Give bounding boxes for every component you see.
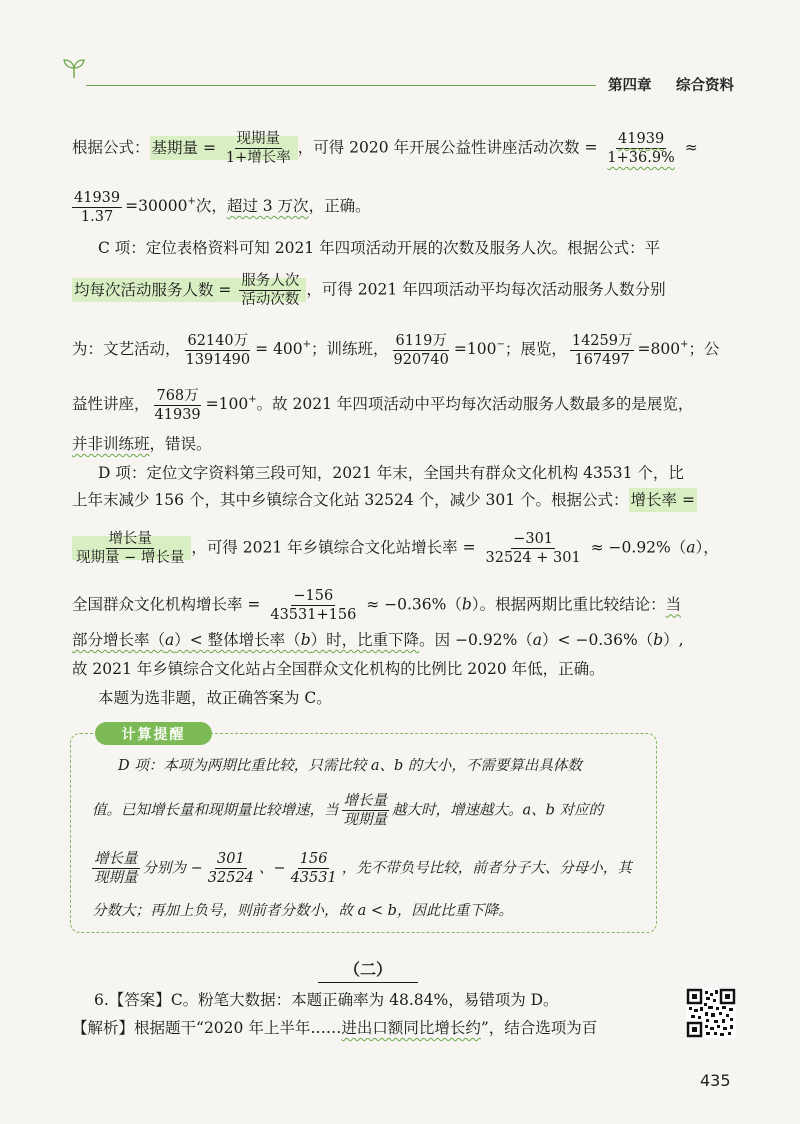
body-line-3: C 项：定位表格资料可知 2021 年四项活动开展的次数及服务人次。根据公式：平 [98, 239, 661, 257]
chapter-title: 综合资料 [676, 78, 734, 94]
body-line-11: 全国群众文化机构增长率 = $\frac{-156}{43531+156}$ ≈ −0.36%（b）。根据两期比重比较结论：当 [72, 588, 682, 623]
page-number: 435 [700, 1071, 731, 1090]
body-line-6: 益性讲座， $\frac{\text{768万}}{41939}$ =100+。故 2021 年四项活动中平均每次活动服务人数最多的是展览， [72, 387, 694, 423]
q6-answer-line: 6.【答案】C。粉笔大数据：本题正确率为 48.84%，易错项为 D。 [94, 991, 559, 1009]
tip-line-3: $\frac{\text{增长量}}{\text{现期量}}$ 分别为 − $\frac{301}{32524}$ 、− $\frac{156}{43531}$ ，先不带负号比较，前者分子大、分母小，其 [94, 851, 632, 886]
body-line-13: 故 2021 年乡镇综合文化站占全国群众文化机构的比例比 2020 年低，正确。 [72, 660, 605, 678]
tip-line-4: 分数大；再加上负号，则前者分数小，故 a < b，因此比重下降。 [92, 903, 513, 919]
q6-analysis-line: 【解析】根据题干“2020 年上半年……进出口额同比增长约”，结合选项为百 [72, 1019, 598, 1037]
tip-line-1: D 项：本项为两期比重比较，只需比较 a、b 的大小，不需要算出具体数 [118, 758, 582, 774]
qr-code[interactable] [686, 988, 736, 1038]
tip-line-2: 值。已知增长量和现期量比较增速，当 $\frac{\text{增长量}}{\text{现期量}}$ 越大时，增速越大。a、b 对应的 [92, 793, 604, 828]
leaf-icon [62, 58, 86, 80]
body-line-12: 部分增长率（a）< 整体增长率（b）时，比重下降。因 −0.92%（a）< −0.36%（b）, [72, 631, 684, 649]
body-line-9: 上年末减少 156 个，其中乡镇综合文化站 32524 个，减少 301 个。根据公式： 增长率 = [72, 489, 697, 511]
body-line-2: $\frac{41939}{1.37}$ =30000+次，超过 3 万次，正确。 [74, 189, 371, 225]
body-line-5: 为：文艺活动， $\frac{\text{62140万}}{1391490}$ = 400+；训练班， $\frac{\text{6119万}}{920740}$ =100−；展览， $\frac{\text{14259万}}{167497}$ =800+；公 [72, 332, 720, 368]
formula-base: 基期量 = $\frac{\text{现期量}}{\text{1+增长率}}$ [150, 136, 298, 160]
body-line-14: 本题为选非题，故正确答案为 C。 [98, 689, 332, 707]
calc-tip-tag: 计算提醒 [95, 722, 212, 745]
body-line-7: 并非训练班，错误。 [72, 435, 212, 453]
body-line-8: D 项：定位文字资料第三段可知，2021 年末，全国共有群众文化机构 43531 个，比 [98, 464, 684, 482]
header-rule [86, 85, 596, 86]
body-line-10: $\frac{\text{增长量}}{\text{现期量 − 增长量}}$ ，可得 2021 年乡镇综合文化站增长率 = $\frac{-301}{32524 + 301}$ ≈ −0.92%（a）， [72, 530, 719, 567]
body-line-4: 均每次活动服务人数 = $\frac{\text{服务人次}}{\text{活动次数}}$ ，可得 2021 年四项活动平均每次活动服务人数分别 [74, 273, 666, 308]
chapter-label: 第四章 [608, 78, 652, 94]
section-title: （二） [343, 960, 392, 979]
frac-2020-lectures: $\frac{41939}{1+36.9\%}$ [607, 131, 675, 166]
section-rule [318, 982, 418, 983]
body-line-1: 根据公式： 基期量 = $\frac{\text{现期量}}{\text{1+增长率}}$ ，可得 2020 年开展公益性讲座活动次数 = $\frac{41939}{1+36.9\%}$ ≈ [72, 131, 698, 166]
